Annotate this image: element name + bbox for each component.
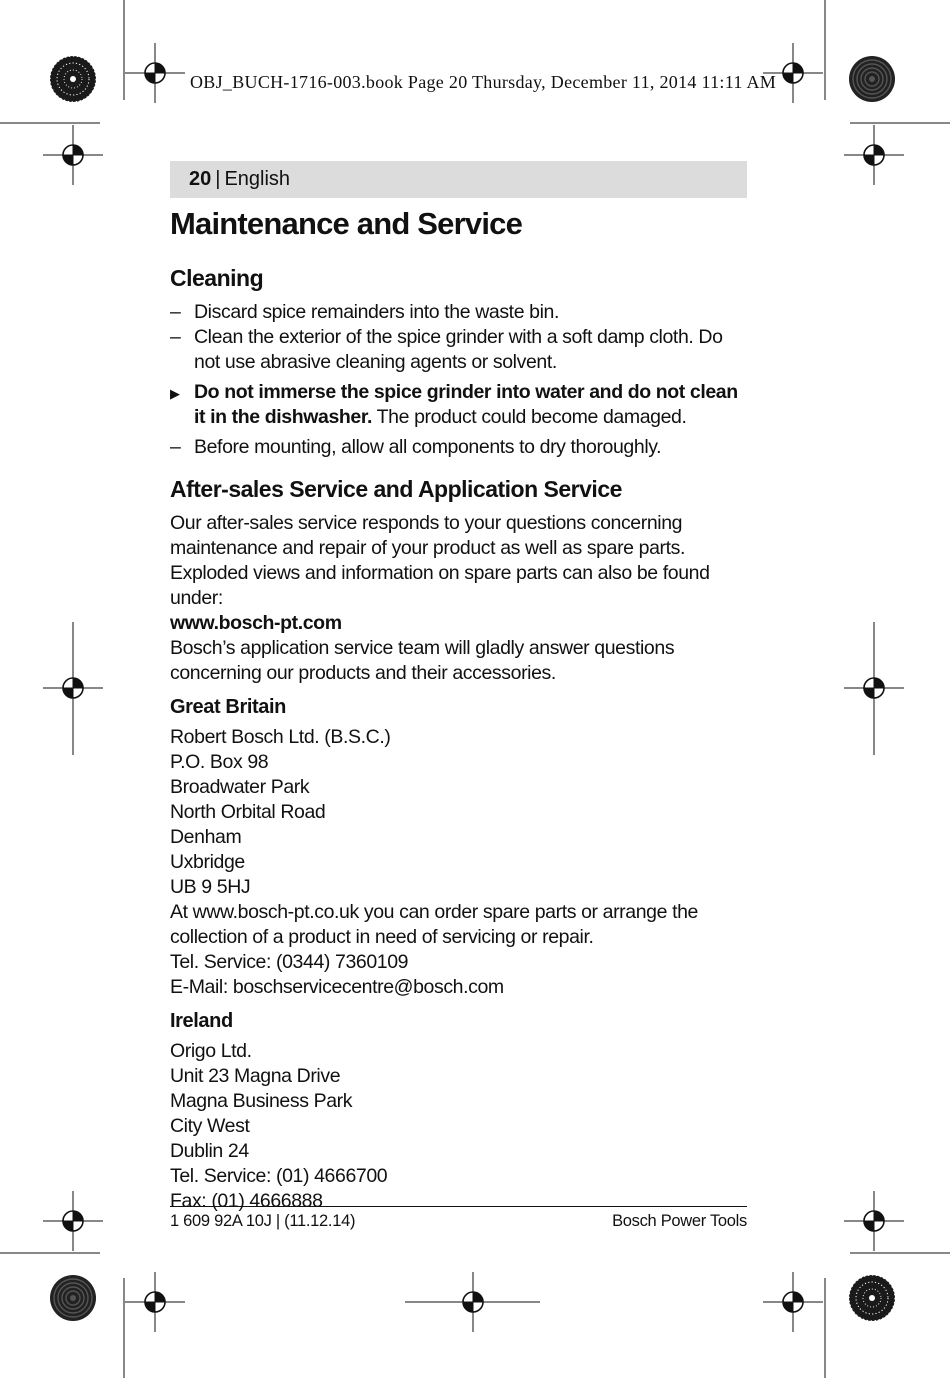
- registration-mark-icon: [844, 1191, 904, 1251]
- address-line: Uxbridge: [170, 851, 245, 873]
- main-content: [170, 204, 750, 1214]
- page-footer: [170, 1206, 747, 1232]
- address-line: Denham: [170, 826, 242, 848]
- concentric-target-icon: [50, 1275, 96, 1321]
- phone-line: Tel. Service: (01) 4666700: [170, 1165, 388, 1187]
- list-item: [170, 300, 750, 325]
- address-line: P.O. Box 98: [170, 751, 269, 773]
- warning-item: [170, 380, 750, 430]
- address-line: Origo Ltd.: [170, 1040, 252, 1062]
- triangle-bullet-icon: ▶: [170, 386, 180, 401]
- header-language: English: [224, 168, 291, 190]
- address-line: North Orbital Road: [170, 801, 326, 823]
- registration-mark-icon: [43, 125, 103, 185]
- footer-brand: Bosch Power Tools: [612, 1212, 747, 1230]
- cleaning-heading: Cleaning: [170, 265, 264, 291]
- registration-mark-icon: [844, 125, 904, 185]
- list-item-text: Before mounting, allow all components to dry thoroughly.: [194, 436, 662, 458]
- list-item: [170, 325, 750, 375]
- address-line: Dublin 24: [170, 1140, 249, 1162]
- list-item-text: Discard spice remainders into the waste bin.: [194, 301, 559, 323]
- cleaning-list: [170, 300, 750, 460]
- address-line: Magna Business Park: [170, 1090, 353, 1112]
- warning-text-bold: Do not immerse the spice grinder into water and do not clean it in the dishwasher.: [194, 381, 738, 428]
- dash-marker: –: [170, 436, 181, 458]
- registration-mark-icon: [763, 1272, 823, 1332]
- registration-mark-icon: [125, 1272, 185, 1332]
- email-line: E-Mail: boschservicecentre@bosch.com: [170, 976, 504, 998]
- list-item-text: Clean the exterior of the spice grinder with a soft damp cloth. Do not use abrasive cleaning agents or solvent.: [194, 326, 723, 373]
- application-service-paragraph: Bosch’s application service team will gladly answer questions concerning our products and their accessories.: [170, 637, 675, 684]
- page-header-bar: [170, 161, 747, 198]
- address-line: City West: [170, 1115, 250, 1137]
- footer-doc-id: 1 609 92A 10J | (11.12.14): [170, 1212, 356, 1230]
- page-title: Maintenance and Service: [170, 206, 523, 241]
- dash-marker: –: [170, 301, 181, 323]
- great-britain-heading: Great Britain: [170, 696, 286, 718]
- bosch-url-link[interactable]: www.bosch-pt.com: [170, 612, 342, 634]
- fax-line: Fax: (01) 4666888: [170, 1190, 323, 1212]
- registration-mark-icon: [43, 1191, 103, 1251]
- dash-marker: –: [170, 326, 181, 348]
- page-number: 20: [189, 168, 212, 190]
- address-line: Robert Bosch Ltd. (B.S.C.): [170, 726, 391, 748]
- address-line: Broadwater Park: [170, 776, 310, 798]
- warning-text: The product could become damaged.: [371, 406, 687, 428]
- after-sales-heading: After-sales Service and Application Service: [170, 476, 622, 502]
- spare-parts-note: At www.bosch-pt.co.uk you can order spare parts or arrange the collection of a product in need of servicing or repair.: [170, 901, 698, 948]
- book-info-line: OBJ_BUCH-1716-003.book Page 20 Thursday, December 11, 2014 11:11 AM: [190, 72, 777, 92]
- registration-mark-icon: [125, 43, 185, 103]
- address-line: UB 9 5HJ: [170, 876, 251, 898]
- header-separator: |: [215, 168, 221, 190]
- address-line: Unit 23 Magna Drive: [170, 1065, 341, 1087]
- after-sales-paragraph: Our after-sales service responds to your questions concerning maintenance and repair of your product as well as spare parts. Exploded views and information on spare parts can also be found under:: [170, 512, 710, 609]
- phone-line: Tel. Service: (0344) 7360109: [170, 951, 409, 973]
- ireland-heading: Ireland: [170, 1010, 233, 1032]
- star-target-icon: [50, 56, 96, 102]
- list-item: [170, 435, 750, 460]
- concentric-target-icon: [849, 56, 895, 102]
- star-target-icon: [849, 1275, 895, 1321]
- ireland-address: [170, 1039, 750, 1214]
- great-britain-address: [170, 725, 750, 1000]
